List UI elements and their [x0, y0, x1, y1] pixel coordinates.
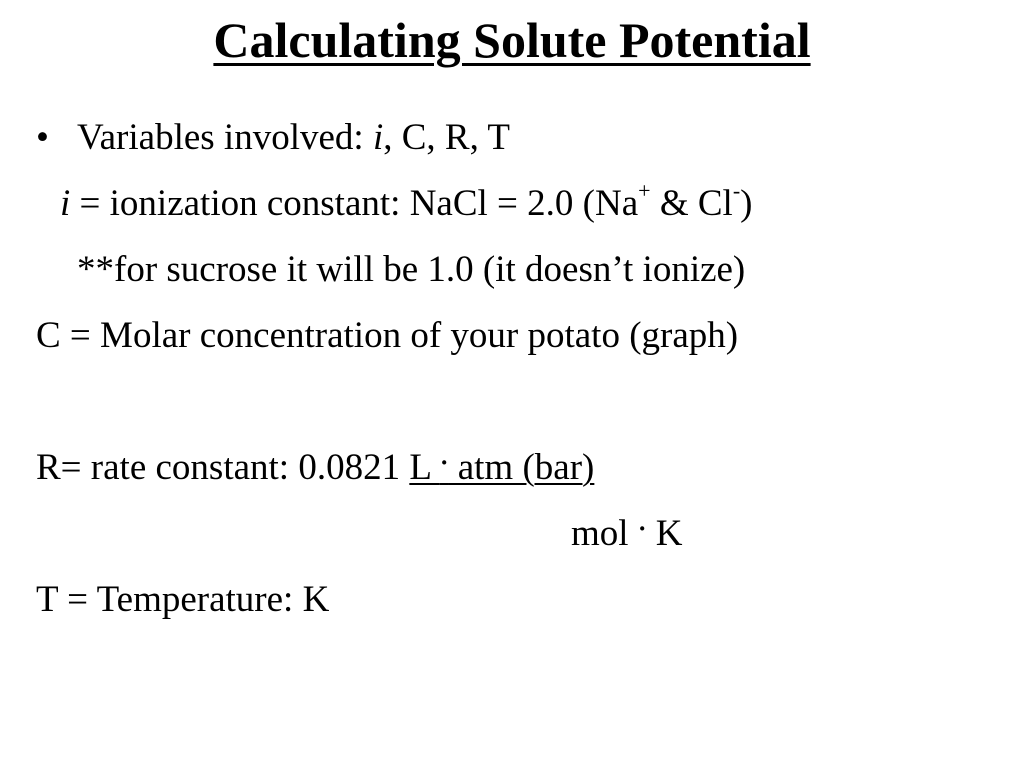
- denominator-unit-a: mol: [571, 513, 638, 554]
- variables-line: [77, 116, 510, 160]
- chloride-charge: -: [732, 177, 741, 203]
- numerator-dot: ·: [439, 448, 449, 477]
- denominator-unit-b: K: [646, 513, 683, 554]
- sucrose-note: **for sucrose it will be 1.0 (it doesn’t ionize): [77, 249, 746, 290]
- slide-title: Calculating Solute Potential: [213, 12, 811, 68]
- sodium-charge: +: [638, 177, 651, 203]
- variables-label: Variables involved:: [77, 117, 373, 158]
- ionization-line: [60, 177, 753, 226]
- temperature-line: T = Temperature: K: [36, 579, 330, 620]
- bullet-marker: •: [36, 117, 49, 158]
- numerator-unit-a: L: [409, 447, 440, 488]
- rate-constant-label: R= rate constant: 0.0821: [36, 447, 410, 488]
- variable-i: i: [372, 117, 384, 158]
- concentration-line: C = Molar concentration of your potato (graph): [36, 315, 739, 356]
- ionization-text-a: = ionization constant: NaCl = 2.0 (Na: [70, 183, 639, 224]
- ionization-var: i: [60, 183, 71, 224]
- numerator-unit-b: atm (bar): [448, 447, 595, 488]
- ionization-text-c: ): [740, 183, 753, 224]
- variables-rest: , C, R, T: [383, 117, 511, 158]
- rate-constant-numerator: [409, 447, 594, 488]
- rate-constant-line: [36, 446, 594, 493]
- rate-constant-denominator: [571, 512, 682, 559]
- ionization-text-b: & Cl: [650, 183, 733, 224]
- denominator-dot: ·: [637, 514, 647, 543]
